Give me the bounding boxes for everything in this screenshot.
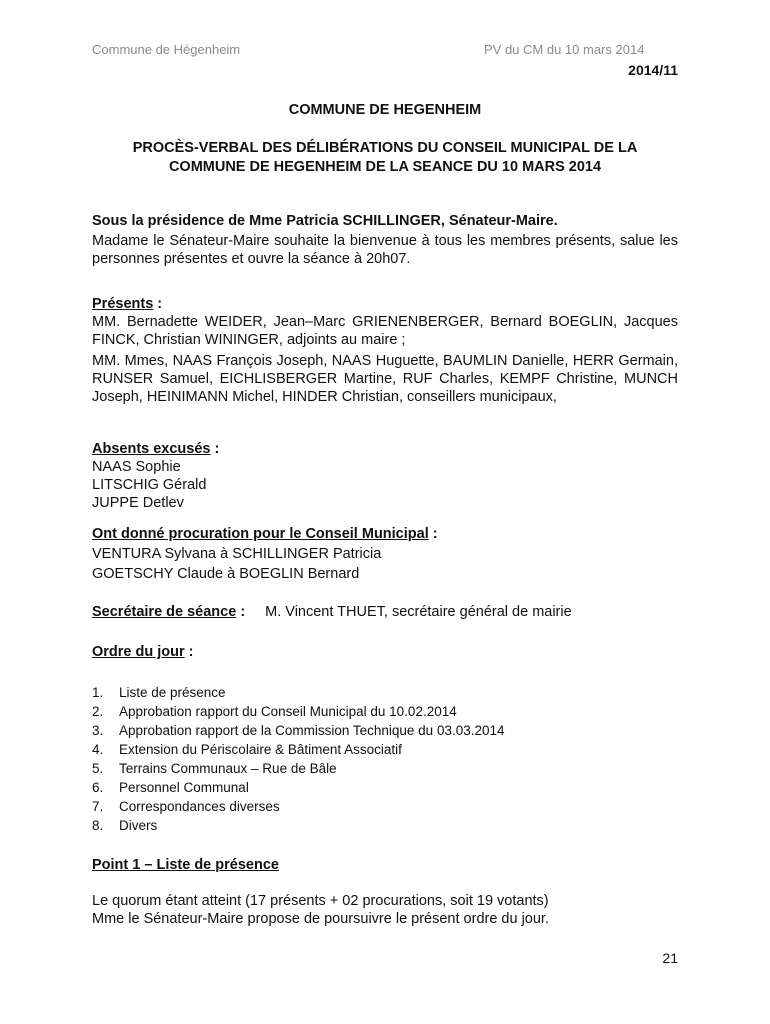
procuration-colon: : bbox=[428, 526, 438, 542]
list-item bbox=[92, 816, 678, 835]
secretaire-label: Secrétaire de séance bbox=[92, 604, 237, 620]
list-item bbox=[92, 759, 678, 778]
list-text: Approbation rapport de la Commission Technique du 03.03.2014 bbox=[119, 723, 505, 738]
procuration-item: GOETSCHY Claude à BOEGLIN Bernard bbox=[92, 566, 360, 582]
commune-title: COMMUNE DE HEGENHEIM bbox=[288, 102, 482, 118]
presents-label: Présents bbox=[92, 296, 154, 312]
list-number: 7. bbox=[92, 799, 104, 814]
point1-line2: Mme le Sénateur-Maire propose de poursuivre le présent ordre du jour. bbox=[92, 911, 549, 927]
presents-section bbox=[92, 295, 678, 406]
list-text: Extension du Périscolaire & Bâtiment Associatif bbox=[119, 742, 402, 757]
point1-body bbox=[92, 892, 678, 928]
absents-label: Absents excusés bbox=[92, 441, 211, 457]
ordre-du-jour-list bbox=[92, 683, 678, 835]
list-text: Personnel Communal bbox=[119, 780, 249, 795]
page-number: 21 bbox=[662, 950, 678, 966]
secretaire-value: M. Vincent THUET, secrétaire général de mairie bbox=[265, 604, 572, 620]
point1-line1: Le quorum étant atteint (17 présents + 02 procurations, soit 19 votants) bbox=[92, 893, 549, 909]
list-text: Divers bbox=[119, 818, 158, 833]
list-number: 5. bbox=[92, 761, 104, 776]
list-item bbox=[92, 683, 678, 702]
point1-heading bbox=[92, 856, 678, 874]
ordre-colon: : bbox=[184, 644, 194, 660]
header-commune: Commune de Hégenheim bbox=[92, 42, 241, 57]
absents-section bbox=[92, 440, 678, 512]
list-number: 8. bbox=[92, 818, 104, 833]
list-item bbox=[92, 778, 678, 797]
pv-title bbox=[92, 139, 678, 177]
list-item bbox=[92, 797, 678, 816]
list-number: 4. bbox=[92, 742, 104, 757]
presents-colon: : bbox=[153, 296, 163, 312]
list-text: Correspondances diverses bbox=[119, 799, 280, 814]
absent-name: JUPPE Detlev bbox=[92, 495, 184, 511]
absent-name: LITSCHIG Gérald bbox=[92, 477, 207, 493]
procuration-label: Ont donné procuration pour le Conseil Municipal bbox=[92, 526, 429, 542]
secretaire-section bbox=[92, 603, 678, 621]
list-item bbox=[92, 702, 678, 721]
absent-name: NAAS Sophie bbox=[92, 459, 181, 475]
ordre-heading bbox=[92, 643, 678, 661]
pv-title-line1: PROCÈS-VERBAL DES DÉLIBÉRATIONS DU CONSEIL MUNICIPAL DE LA bbox=[132, 140, 638, 156]
document-reference: 2014/11 bbox=[628, 62, 678, 78]
secretaire-colon: : bbox=[236, 604, 246, 620]
list-item bbox=[92, 721, 678, 740]
list-number: 1. bbox=[92, 685, 104, 700]
absents-colon: : bbox=[210, 441, 220, 457]
list-text: Terrains Communaux – Rue de Bâle bbox=[119, 761, 337, 776]
presents-conseillers: MM. Mmes, NAAS François Joseph, NAAS Huguette, BAUMLIN Danielle, HERR Germain, RUNSER Samuel, EICHLISBERGER Martine, RUF Charles, KEMPF Christine, MUNCH Joseph, HEINIMANN Michel, HINDER Christian, conseillers municipaux, bbox=[92, 353, 678, 405]
procuration-item: VENTURA Sylvana à SCHILLINGER Patricia bbox=[92, 546, 382, 562]
presidence-section bbox=[92, 212, 678, 268]
list-number: 6. bbox=[92, 780, 104, 795]
presidence-text: Madame le Sénateur-Maire souhaite la bienvenue à tous les membres présents, salue les personnes présentes et ouvre la séance à 20h07. bbox=[92, 233, 678, 267]
list-text: Approbation rapport du Conseil Municipal du 10.02.2014 bbox=[119, 704, 457, 719]
list-text: Liste de présence bbox=[119, 685, 226, 700]
ordre-label: Ordre du jour bbox=[92, 644, 185, 660]
list-number: 3. bbox=[92, 723, 104, 738]
header-pv-date: PV du CM du 10 mars 2014 bbox=[484, 42, 645, 57]
procuration-section bbox=[92, 524, 678, 584]
presents-adjoints: MM. Bernadette WEIDER, Jean–Marc GRIENENBERGER, Bernard BOEGLIN, Jacques FINCK, Christian WININGER, adjoints au maire ; bbox=[92, 314, 678, 348]
pv-title-line2: COMMUNE DE HEGENHEIM DE LA SEANCE DU 10 MARS 2014 bbox=[168, 159, 602, 175]
list-number: 2. bbox=[92, 704, 104, 719]
point1-heading-text: Point 1 – Liste de présence bbox=[92, 857, 279, 873]
presidence-heading: Sous la présidence de Mme Patricia SCHILLINGER, Sénateur-Maire. bbox=[92, 213, 558, 229]
list-item bbox=[92, 740, 678, 759]
